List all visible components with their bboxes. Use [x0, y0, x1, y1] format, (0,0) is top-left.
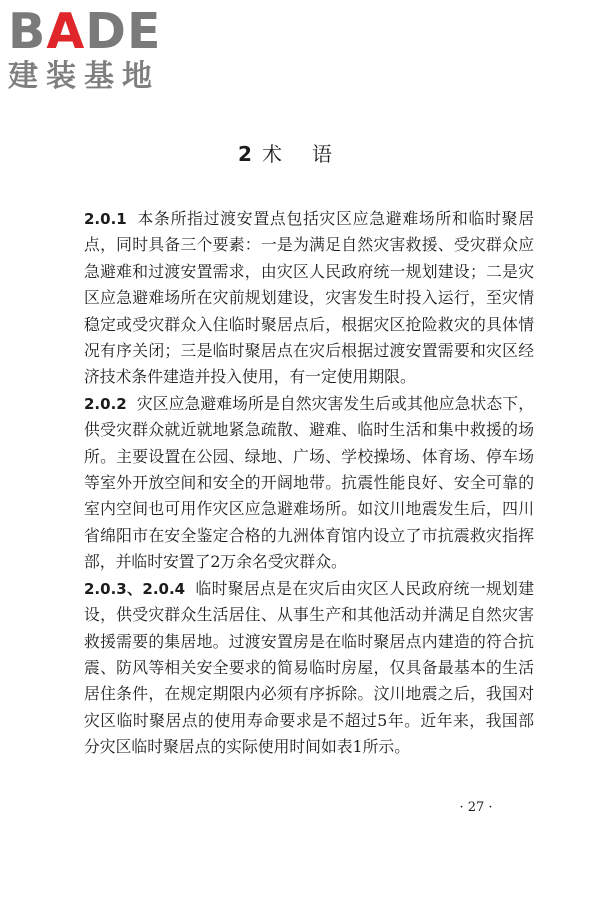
- chapter-title: 术语: [261, 142, 362, 166]
- logo-subtitle: 建装基地: [8, 59, 160, 94]
- brand-logo: [8, 3, 178, 96]
- page-number: · 27 ·: [459, 800, 493, 815]
- clause-paragraph: [84, 576, 534, 761]
- clause-text: 临时聚居点是在灾后由灾区人民政府统一规划建设，供受灾群众生活居住、从事生产和其他活动并满足自然灾害救援需要的集居地。过渡安置房是在临时聚居点内建造的符合抗震、防风等相关安全要求的简易临时房屋，仅具备最基本的生活居住条件，在规定期限内必须有序拆除。汶川地震之后，我国对灾区临时聚居点的使用寿命要求是不超过5年。近年来，我国部分灾区临时聚居点的实际使用时间如表1所示。: [84, 578, 534, 757]
- logo-letters-suffix: DE: [85, 3, 162, 60]
- logo-letter-accent: A: [46, 3, 86, 60]
- chapter-number: 2: [238, 142, 252, 166]
- clause-paragraph: [84, 391, 534, 576]
- clause-number: 2.0.3、2.0.4: [84, 579, 186, 598]
- clause-text: 灾区应急避难场所是自然灾害发生后或其他应急状态下，供受灾群众就近就地紧急疏散、避难、临时生活和集中救援的场所。主要设置在公园、绿地、广场、学校操场、体育场、停车场等室外开放空间和安全的开阔地带。抗震性能良好、安全可靠的室内空间也可用作灾区应急避难场所。如汶川地震发生后，四川省绵阳市在安全鉴定合格的九洲体育馆内设立了市抗震救灾指挥部，并临时安置了2万余名受灾群众。: [84, 393, 534, 572]
- clause-text: 本条所指过渡安置点包括灾区应急避难场所和临时聚居点，同时具备三个要素：一是为满足自然灾害救援、受灾群众应急避难和过渡安置需求，由灾区人民政府统一规划建设；二是灾区应急避难场所在灾前规划建设，灾害发生时投入运行，至灾情稳定或受灾群众入住临时聚居点后，根据灾区抢险救灾的具体情况有序关闭；三是临时聚居点在灾后根据过渡安置需要和灾区经济技术条件建造并投入使用，有一定使用期限。: [84, 209, 534, 387]
- clause-number: 2.0.2: [84, 394, 127, 413]
- clause-number: 2.0.1: [84, 210, 127, 228]
- logo-letters-prefix: B: [8, 3, 47, 60]
- chapter-heading: [0, 140, 600, 168]
- clause-paragraph: [84, 206, 534, 391]
- logo-wordmark: [8, 3, 178, 60]
- body-text: [84, 206, 534, 761]
